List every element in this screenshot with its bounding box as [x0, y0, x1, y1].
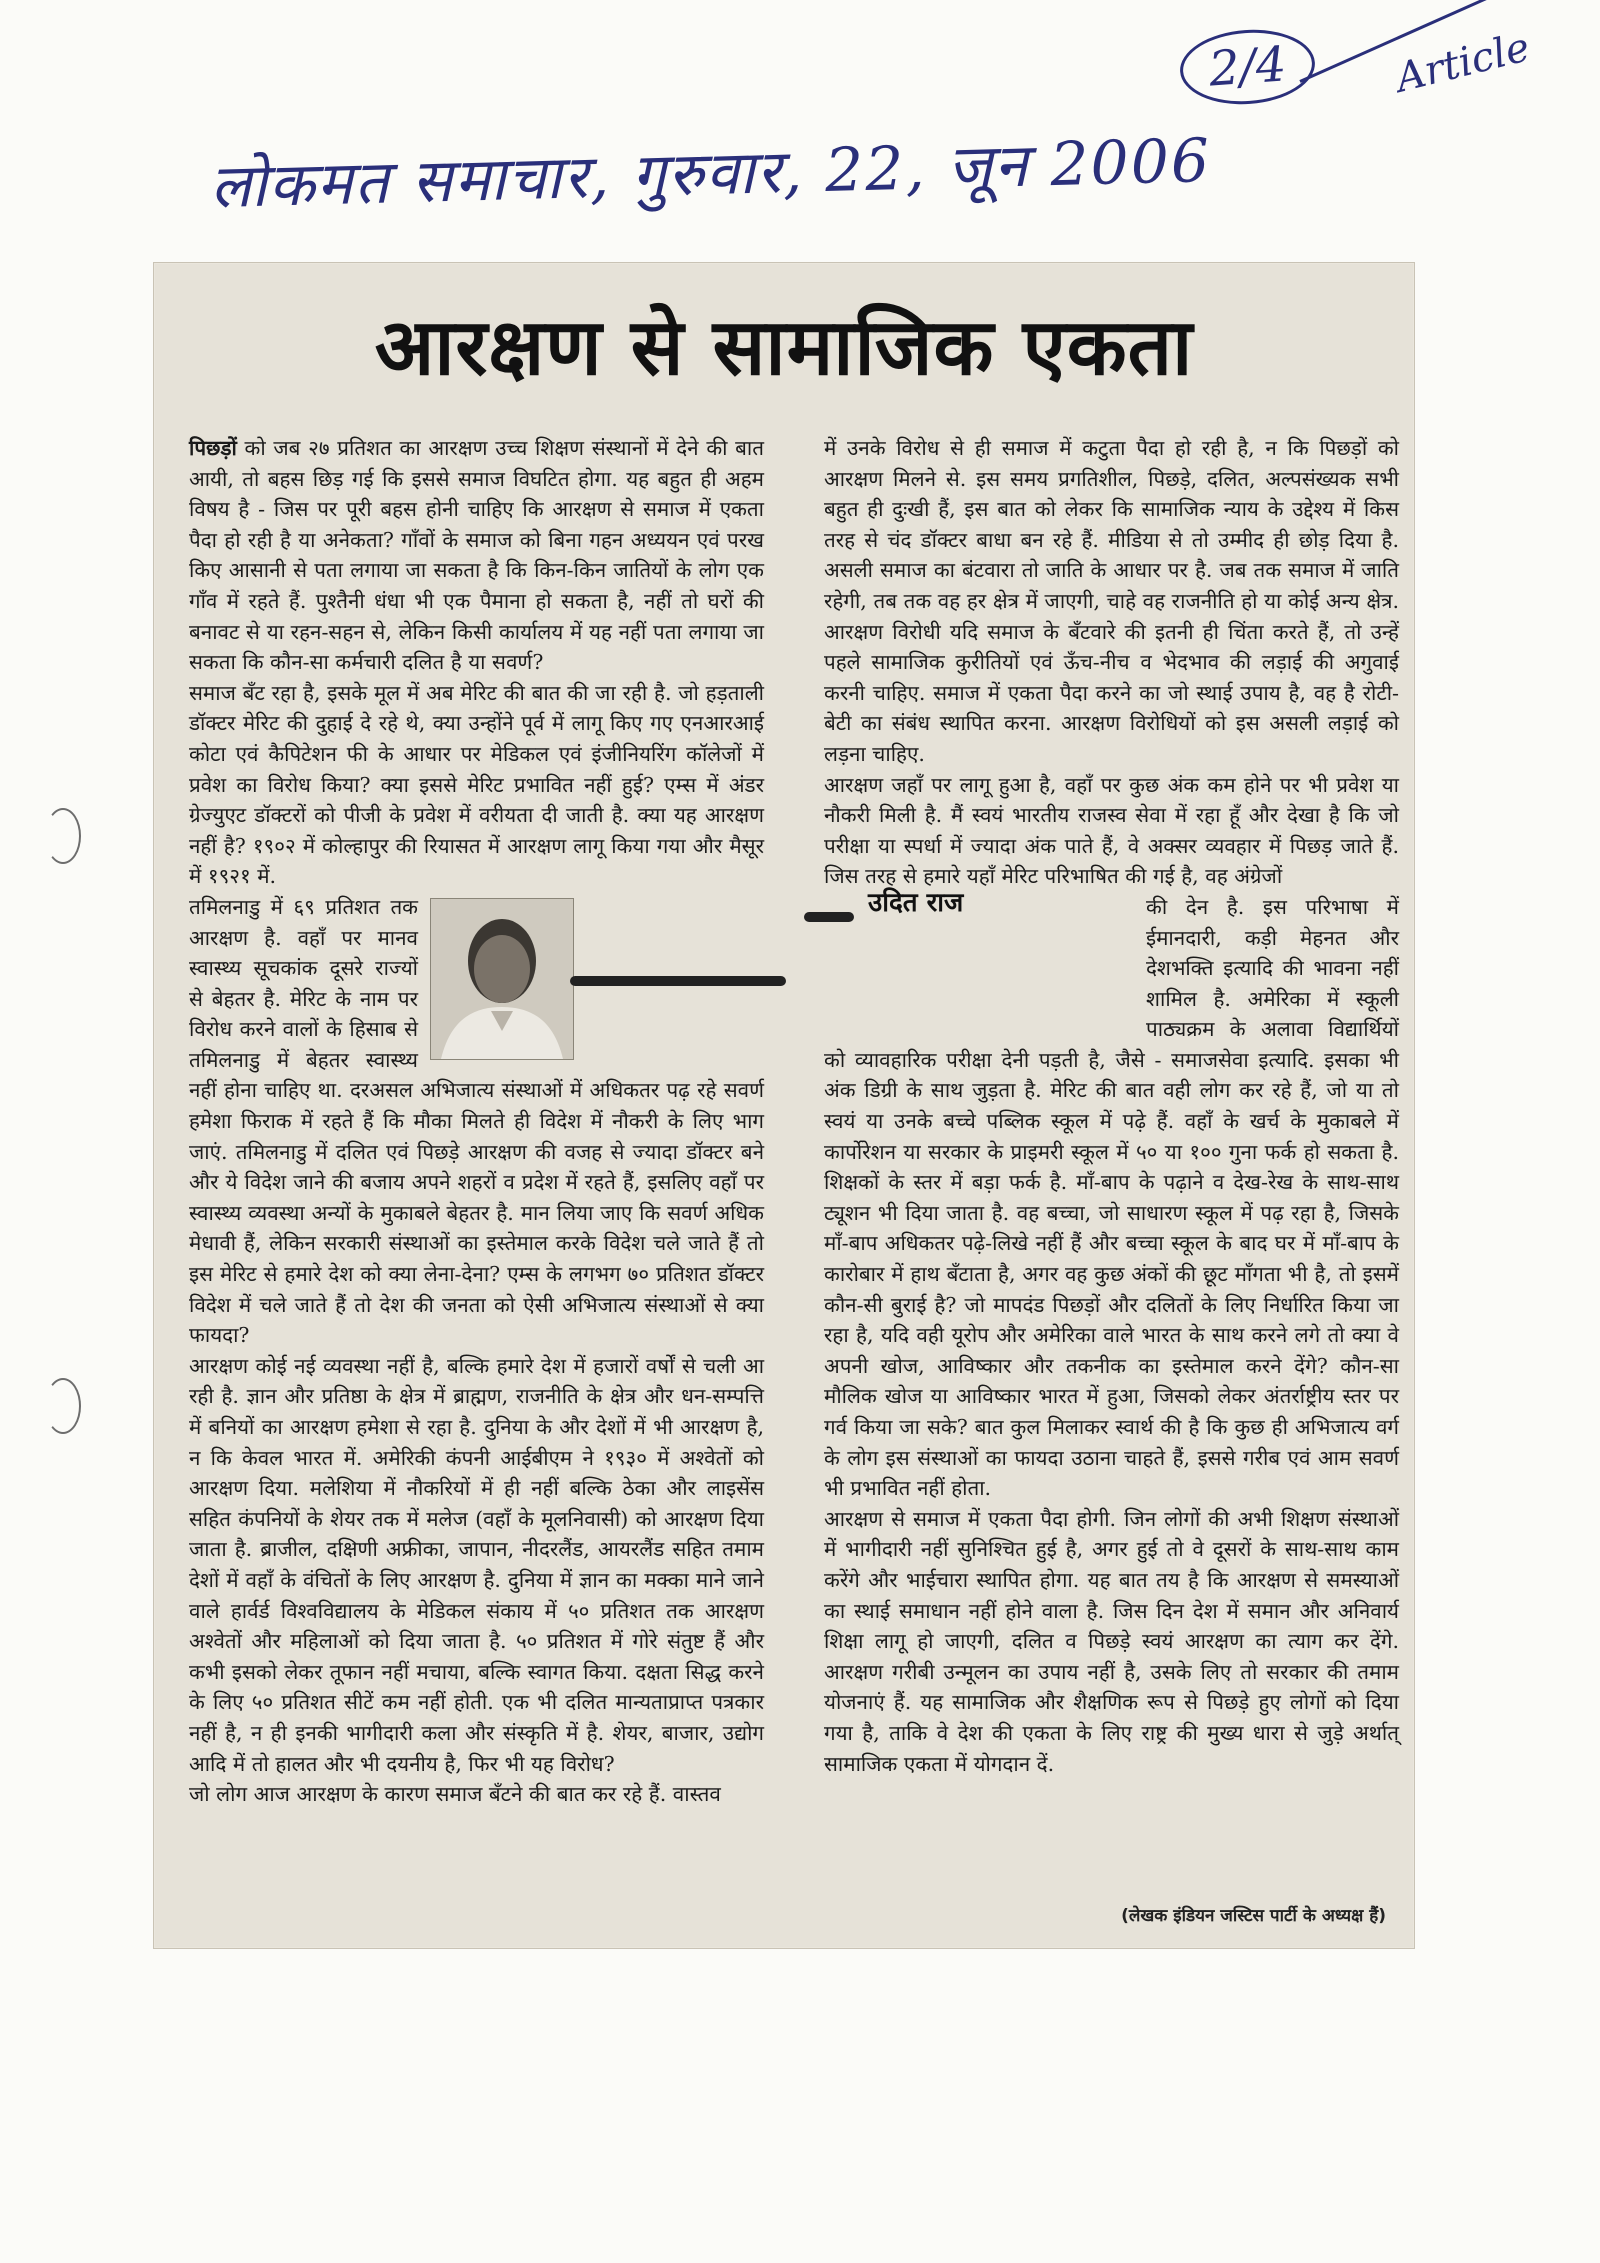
paragraph-text: की देन है. इस परिभाषा में ईमानदारी, कड़ी मेहनत और देशभक्ति इत्यादि की भावना नहीं शामिल है. अमेरिका में स्कूली पाठ्यक्रम के अलावा विद्यार्थियों को व्यावहारिक परीक्षा देनी पड़ती है, जैसे - समाजसेवा इत्यादि. इसका भी अंक डिग्री के साथ जुड़ता है. मेरिट की बात वही लोग कर रहे हैं, जो या तो स्वयं या उनके बच्चे पब्लिक स्कूल में पढ़े हैं. वहाँ के खर्च के मुकाबले में कार्पोरेशन या सरकार के प्राइमरी स्कूल में ५० या १०० गुना फर्क हो सकता है. शिक्षकों के स्तर में बड़ा फर्क है. माँ-बाप के पढ़ाने व देख-रेख के साथ-साथ ट्यूशन भी दिया जाता है. वह बच्चा, जो साधारण स्कूल में पढ़ रहा है, जिसके माँ-बाप अधिकतर पढ़े-लिखे नहीं हैं और बच्चा स्कूल के बाद घर में माँ-बाप के कारोबार में हाथ बँटाता है, अगर वह कुछ अंकों की छूट माँगता भी है, तो इसमें कौन-सी बुराई है? जो मापदंड पिछड़ों और दलितों के लिए निर्धारित किया जा रहा है, यदि वही यूरोप और अमेरिका वाले भारत के साथ करने लगे तो क्या वे अपनी खोज, आविष्कार और तकनीक का इस्तेमाल करने देंगे? कौन-सा मौलिक खोज या आविष्कार भारत में हुआ, जिसको लेकर अंतर्राष्ट्रीय स्तर पर गर्व किया जा सके? बात कुल मिलाकर स्वार्थ की है कि कुछ ही अभिजात्य वर्ग के लोग इस संस्थाओं का फायदा उठाना चाहते हैं, इससे गरीब एवं आम सवर्ण भी प्रभावित नहीं होता.: [824, 894, 1399, 1501]
author-name: उदित राज: [868, 887, 964, 918]
paragraph: आरक्षण जहाँ पर लागू हुआ है, वहाँ पर कुछ अंक कम होने पर भी प्रवेश या नौकरी मिली है. मैं स्वयं भारतीय राजस्व सेवा में रहा हूँ और देखा है कि जो परीक्षा या स्पर्धा में ज्यादा अंक पाते हैं, वे अक्सर व्यवहार में पिछड़ जाते हैं. जिस तरह से हमारे यहाँ मेरिट परिभाषित की गई है, वह अंग्रेजों: [824, 772, 1399, 889]
newspaper-clipping: [153, 262, 1415, 1949]
author-rule: [804, 912, 854, 922]
paragraph: [189, 892, 764, 1351]
paragraph: आरक्षण से समाज में एकता पैदा होगी. जिन लोगों की अभी शिक्षण संस्थाओं में भागीदारी नहीं सुनिश्चित हुई है, अगर हुई तो वे दूसरों के साथ-साथ काम करेंगे और भाईचारा स्थापित होगा. यह बात तय है कि आरक्षण से समस्याओं का स्थाई समाधान नहीं होने वाला है. जिस दिन देश में समान और अनिवार्य शिक्षा लागू हो जाएगी, दलित व पिछड़े स्वयं आरक्षण का त्याग कर देंगे. आरक्षण गरीबी उन्मूलन का उपाय नहीं है, उसके लिए तो सरकार की तमाम योजनाएं हैं. यह सामाजिक और शैक्षणिक रूप से पिछड़े हुए लोगों को दिया गया है, ताकि वे देश की एकता के लिए राष्ट्र की मुख्य धारा से जुड़े अर्थात् सामाजिक एकता में योगदान दें.: [824, 1506, 1399, 1776]
author-photo: [430, 898, 574, 1060]
paragraph: [189, 433, 764, 678]
article-headline: आरक्षण से सामाजिक एकता: [374, 302, 1194, 393]
person-silhouette-icon: [431, 899, 573, 1059]
author-note: (लेखक इंडियन जस्टिस पार्टी के अध्यक्ष हैं): [1121, 1906, 1386, 1926]
author-byline-block: [804, 887, 1134, 1022]
article-column-left: [189, 433, 764, 1810]
paragraph: जो लोग आज आरक्षण के कारण समाज बँटने की बात कर रहे हैं. वास्तव: [189, 1782, 721, 1807]
article-column-right: [824, 433, 1399, 1779]
punch-hole: [45, 1378, 81, 1434]
handwritten-category: Article: [1391, 24, 1535, 102]
paragraph-text: तमिलनाडु में ६९ प्रतिशत तक आरक्षण है. वहाँ पर मानव स्वास्थ्य सूचकांक दूसरे राज्यों से बेहतर है. मेरिट के नाम पर विरोध करने वालों के हिसाब से तमिलनाडु में बेहतर स्वास्थ्य नहीं होना चाहिए था. दरअसल अभिजात्य संस्थाओं में अधिकतर पढ़ रहे सवर्ण हमेशा फिराक में रहते हैं कि मौका मिलते ही विदेश में नौकरी के लिए भाग जाएं. तमिलनाडु में दलित एवं पिछड़े आरक्षण की वजह से ज्यादा डॉक्टर बने और ये विदेश जाने की बजाय अपने शहरों व प्रदेश में रहते हैं, इसलिए वहाँ पर स्वास्थ्य व्यवस्था अन्यों के मुकाबले बेहतर है. मान लिया जाए कि सवर्ण अधिक मेधावी हैं, लेकिन सरकारी संस्थाओं का इस्तेमाल करके विदेश चले जाते हैं तो इस मेरिट से हमारे देश को क्या लेना-देना? एम्स के लगभग ७० प्रतिशत डॉक्टर विदेश में चले जाते हैं तो देश की जनता को ऐसी अभिजात्य संस्थाओं से क्या फायदा?: [189, 894, 764, 1348]
author-photo-block: [430, 898, 770, 1058]
paragraph: आरक्षण कोई नई व्यवस्था नहीं है, बल्कि हमारे देश में हजारों वर्षों से चली आ रही है. ज्ञान और प्रतिष्ठा के क्षेत्र में ब्राह्मण, राजनीति के क्षेत्र और धन-सम्पत्ति में बनियों का आरक्षण हमेशा से रहा है. दुनिया के और देशों में भी आरक्षण है, न कि केवल भारत में. अमेरिकी कंपनी आईबीएम ने १९३० में अश्वेतों को आरक्षण दिया. मलेशिया में नौकरियों में ही नहीं बल्कि ठेका और लाइसेंस सहित कंपनियों के शेयर तक में मलेज (वहाँ के मूलनिवासी) को आरक्षण दिया जाता है. ब्राजील, दक्षिणी अफ्रीका, जापान, नीदरलैंड, आयरलैंड सहित तमाम देशों में वहाँ के वंचितों के लिए आरक्षण है. दुनिया में ज्ञान का मक्का माने जाने वाले हार्वर्ड विश्वविद्यालय के मेडिकल संकाय में ५० प्रतिशत तक आरक्षण अश्वेतों और महिलाओं को दिया जाता है. ५० प्रतिशत में गोरे संतुष्ट हैं और कभी इसको लेकर तूफान नहीं मचाया, बल्कि स्वागत किया. दक्षता सिद्ध करने के लिए ५० प्रतिशत सीटें कम नहीं होती. एक भी दलित मान्यताप्राप्त पत्रकार नहीं है, न ही इनकी भागीदारी कला और संस्कृति में है. शेयर, बाजार, उद्योग आदि में तो हालत और भी दयनीय है, फिर भी यह विरोध?: [189, 1353, 764, 1776]
paragraph: में उनके विरोध से ही समाज में कटुता पैदा हो रही है, न कि पिछड़ों को आरक्षण मिलने से. इस समय प्रगतिशील, पिछड़े, दलित, अल्पसंख्यक सभी बहुत ही दुःखी हैं, इस बात को लेकर कि सामाजिक न्याय के उद्देश्य में किस तरह से चंद डॉक्टर बाधा बन रहे हैं. मीडिया से तो उम्मीद ही छोड़ दिया है. असली समाज का बंटवारा तो जाति के आधार पर है. जब तक समाज में जाति रहेगी, तब तक वह हर क्षेत्र में जाएगी, चाहे वह राजनीति हो या कोई अन्य क्षेत्र. आरक्षण विरोधी यदि समाज के बँटवारे की इतनी ही चिंता करते हैं, तो उन्हें पहले सामाजिक कुरीतियों एवं ऊँच-नीच व भेदभाव की लड़ाई की अगुवाई करनी चाहिए. समाज में एकता पैदा करने का जो स्थाई उपाय है, वह है रोटी-बेटी का संबंध स्थापित करना. आरक्षण विरोधियों को इस असली लड़ाई को लड़ना चाहिए.: [824, 436, 1399, 766]
handwritten-page-ref: 2/4: [1178, 25, 1318, 108]
paragraph: [824, 887, 1399, 1504]
paragraph-text: को जब २७ प्रतिशत का आरक्षण उच्च शिक्षण संस्थानों में देने की बात आयी, तो बहस छिड़ गई कि इससे समाज विघटित होगा. यह बहुत ही अहम विषय है - जिस पर पूरी बहस होनी चाहिए कि आरक्षण से समाज में एकता पैदा हो रही है या अनेकता? गाँवों के समाज को बिना गहन अध्ययन एवं परख किए आसानी से पता लगाया जा सकता है कि किन-किन जातियों के लोग एक गाँव में रहते हैं. पुश्तैनी धंधा भी एक पैमाना हो सकता है, नहीं तो घरों की बनावट से या रहन-सहन से, लेकिन किसी कार्यालय में यह नहीं पता लगाया जा सकता कि कौन-सा कर्मचारी दलित है या सवर्ण?: [189, 436, 765, 675]
handwritten-masthead: लोकमत समाचार, गुरुवार, 22, जून 2006: [209, 125, 1212, 223]
lead-word: पिछड़ों: [189, 436, 237, 460]
punch-hole: [45, 808, 81, 864]
author-rule: [570, 976, 786, 986]
paragraph: समाज बँट रहा है, इसके मूल में अब मेरिट की बात की जा रही है. जो हड़ताली डॉक्टर मेरिट की दुहाई दे रहे थे, क्या उन्होंने पूर्व में लागू किए गए एनआरआई कोटा एवं कैपिटेशन फी के आधार पर मेडिकल एवं इंजीनियरिंग कॉलेजों में प्रवेश का विरोध किया? क्या इससे मेरिट प्रभावित नहीं हुई? एम्स में अंडर ग्रेज्युएट डॉक्टरों को पीजी के प्रवेश में वरीयता दी जाती है. क्या यह आरक्षण नहीं है? १९०२ में कोल्हापुर की रियासत में आरक्षण लागू किया गया और मैसूर में १९२१ में.: [189, 680, 764, 889]
